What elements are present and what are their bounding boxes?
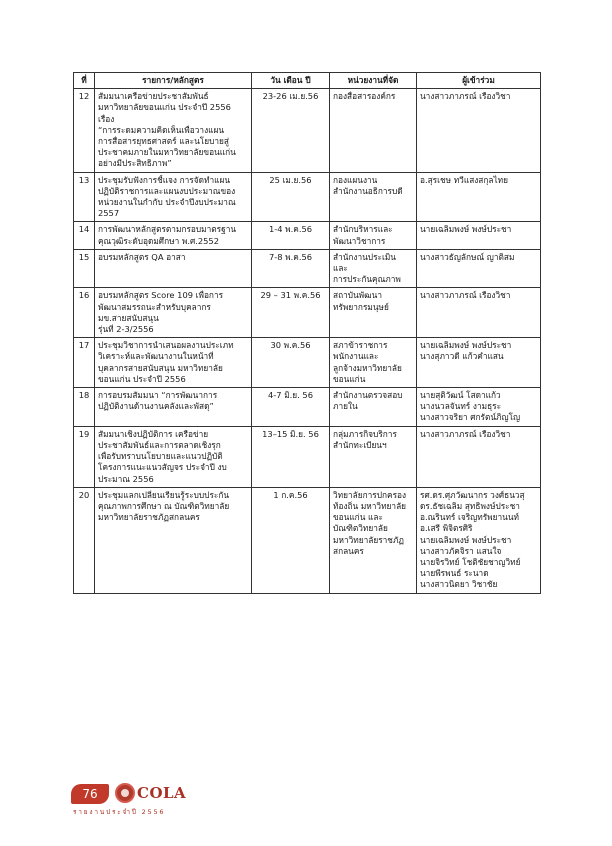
cola-logo: COLA — [137, 784, 187, 802]
course-line: ประชาคมภายในมหาวิทยาลัยขอนแก่น — [98, 147, 236, 158]
organizer-line: สำนักทะเบียนฯ — [333, 439, 387, 450]
course-cell — [95, 288, 252, 338]
row-number: 14 — [74, 222, 95, 249]
course-line: คุณวุฒิระดับอุดมศึกษา พ.ศ.2552 — [98, 235, 219, 246]
participant-name: นายจิรวิทย์ โชติชัยชาญวิทย์ — [420, 556, 521, 567]
table-body — [74, 89, 541, 593]
course-line: “การระดมความคิดเห็นเพื่อวางแผน — [98, 124, 224, 135]
course-line: ปฏิบัติงานด้านงานคลังและพัสดุ” — [98, 401, 214, 412]
header-date: วัน เดือน ปี — [252, 73, 330, 89]
organizer-line: ภายใน — [333, 401, 358, 412]
course-line: คุณภาพการศึกษา ณ บัณฑิตวิทยาลัย — [98, 500, 230, 511]
organizer-line: สำนักงานตรวจสอบ — [333, 390, 403, 401]
table-row — [74, 288, 541, 338]
participant-name: นายเฉลิมพงษ์ พงษ์ประชา — [420, 224, 512, 235]
organizer-line: บัณฑิตวิทยาลัย — [333, 523, 388, 534]
course-cell — [95, 388, 252, 427]
course-line: ปฏิบัติราชการและแผนงบประมาณของ — [98, 185, 236, 196]
course-cell — [95, 222, 252, 249]
organizer-line: ขอนแก่น และ — [333, 512, 383, 523]
date-cell: 1-4 พ.ค.56 — [252, 222, 330, 249]
organizer-line: ลูกจ้างมหาวิทยาลัย — [333, 362, 402, 373]
organizer-line: ขอนแก่น — [333, 373, 366, 384]
table-row — [74, 222, 541, 249]
organizer-line: สำนักงานอธิการบดี — [333, 185, 403, 196]
participants-cell — [417, 89, 541, 172]
course-line: บุคลากรสายสนับสนุน มหาวิทยาลัย — [98, 362, 223, 373]
participants-cell — [417, 222, 541, 249]
organizer-line: พัฒนาวิชาการ — [333, 235, 386, 246]
annual-report-label: รายงานประจำปี 2556 — [73, 808, 166, 816]
organizer-cell — [330, 89, 417, 172]
participant-name: นายเฉลิมพงษ์ พงษ์ประชา — [420, 340, 512, 351]
table-row — [74, 172, 541, 222]
row-number: 12 — [74, 89, 95, 172]
table-row — [74, 388, 541, 427]
row-number: 20 — [74, 487, 95, 593]
course-cell — [95, 426, 252, 487]
participant-name: อ.สุรเชษ ทวีแสงสกุลไทย — [420, 174, 508, 185]
organizer-line: วิทยาลัยการปกครอง — [333, 489, 407, 500]
course-line: การอบรมสัมมนา “การพัฒนาการ — [98, 390, 218, 401]
date-cell: 13–15 มิ.ย. 56 — [252, 426, 330, 487]
row-number: 15 — [74, 249, 95, 288]
course-line: การสื่อสารยุทธศาสตร์ และนโยบายสู่ — [98, 136, 229, 147]
participants-cell — [417, 426, 541, 487]
course-line: ประชาสัมพันธ์และการตลาดเชิงรุก — [98, 439, 221, 450]
course-line: 2557 — [98, 208, 120, 219]
course-line: อบรมหลักสูตร Score 109 เพื่อการ — [98, 290, 224, 301]
date-cell: 23-26 เม.ย.56 — [252, 89, 330, 172]
organizer-cell — [330, 222, 417, 249]
page-number: 76 — [71, 784, 109, 804]
course-line: มหาวิทยาลัยราชภัฏสกลนคร — [98, 512, 200, 523]
page-footer — [65, 780, 185, 820]
organizer-line: กองแผนงาน — [333, 174, 378, 185]
course-cell — [95, 89, 252, 172]
date-cell: 29 – 31 พ.ค.56 — [252, 288, 330, 338]
course-line: หน่วยงานในกำกับ ประจำปีงบประมาณ — [98, 197, 236, 208]
participant-name: อ.เสรี พิจิตรศิริ — [420, 523, 473, 534]
organizer-line: สกลนคร — [333, 545, 364, 556]
organizer-cell — [330, 288, 417, 338]
course-cell — [95, 172, 252, 222]
course-line: วิเคราะห์และพัฒนางานในหน้าที่ — [98, 351, 214, 362]
participant-name: นายสุติวัฒน์ โสดาแก้ว — [420, 390, 501, 401]
course-line: ประมาณ 2556 — [98, 473, 154, 484]
organizer-cell — [330, 388, 417, 427]
participant-name: นางสาวนิตยา วิชาชัย — [420, 579, 498, 590]
organizer-cell — [330, 172, 417, 222]
participants-cell — [417, 388, 541, 427]
participant-name: รศ.ดร.ศุภวัฒนากร วงศ์ธนวสุ — [420, 489, 525, 500]
organizer-line: สถาบันพัฒนา — [333, 290, 382, 301]
organizer-cell — [330, 426, 417, 487]
course-line: เรื่อง — [98, 113, 115, 124]
table-row — [74, 487, 541, 593]
header-no: ที่ — [74, 73, 95, 89]
course-line: อบรมหลักสูตร QA อาสา — [98, 251, 186, 262]
header-participants: ผู้เข้าร่วม — [417, 73, 541, 89]
course-cell — [95, 338, 252, 388]
date-cell: 30 พ.ค.56 — [252, 338, 330, 388]
participant-name: ดร.ธัชเฉลิม สุทธิพงษ์ประชา — [420, 500, 520, 511]
course-line: ขอนแก่น ประจำปี 2556 — [98, 373, 186, 384]
row-number: 18 — [74, 388, 95, 427]
course-line: โครงการแนะแนวสัญจร ประจำปี งบ — [98, 462, 227, 473]
course-line: มหาวิทยาลัยขอนแก่น ประจำปี 2556 — [98, 102, 231, 113]
organizer-line: พนักงานและ — [333, 351, 379, 362]
participant-name: นายพีรพนธ์ ระนาด — [420, 568, 489, 579]
university-seal-icon — [115, 783, 135, 803]
course-line: การพัฒนาหลักสูตรตามกรอบมาตรฐาน — [98, 224, 237, 235]
organizer-line: ทรัพยากรมนุษย์ — [333, 301, 389, 312]
participants-cell — [417, 338, 541, 388]
training-table — [73, 72, 541, 594]
header-org: หน่วยงานที่จัด — [330, 73, 417, 89]
participant-name: อ.ณรินทร์ เจริญทรัพยานนท์ — [420, 512, 519, 523]
participant-name: นายเฉลิมพงษ์ พงษ์ประชา — [420, 534, 512, 545]
participant-name: นางสาวจริยา ศกรัตน์ภิญโญ — [420, 412, 521, 423]
participant-name: นางสาวภาภรณ์ เรืองวิชา — [420, 428, 511, 439]
participants-cell — [417, 487, 541, 593]
participant-name: นางสาวภาภรณ์ เรืองวิชา — [420, 290, 511, 301]
organizer-line: สำนักบริหารและ — [333, 224, 393, 235]
date-cell: 7-8 พ.ค.56 — [252, 249, 330, 288]
organizer-line: ท้องถิ่น มหาวิทยาลัย — [333, 500, 407, 511]
participants-cell — [417, 249, 541, 288]
course-line: อย่างมีประสิทธิภาพ” — [98, 158, 172, 169]
organizer-line: กองสื่อสารองค์กร — [333, 91, 396, 102]
participants-cell — [417, 172, 541, 222]
course-line: สัมมนาเครือข่ายประชาสัมพันธ์ — [98, 91, 209, 102]
header-course: รายการ/หลักสูตร — [95, 73, 252, 89]
participants-cell — [417, 288, 541, 338]
row-number: 17 — [74, 338, 95, 388]
row-number: 16 — [74, 288, 95, 338]
organizer-line: การประกันคุณภาพ — [333, 274, 401, 285]
course-cell — [95, 249, 252, 288]
course-line: ประชุมวิชาการนำเสนอผลงานประเภท — [98, 340, 234, 351]
row-number: 13 — [74, 172, 95, 222]
participant-name: นางสาวภัคจิรา แสนใจ — [420, 545, 502, 556]
organizer-line: สำนักงานประเมิน — [333, 251, 396, 262]
organizer-line: และ — [333, 263, 348, 274]
participant-name: นางนวลจันทร์ งามธุระ — [420, 401, 502, 412]
participant-name: นางสุภาวดี แก้วคำแสน — [420, 351, 504, 362]
table-row — [74, 89, 541, 172]
row-number: 19 — [74, 426, 95, 487]
course-line: เพื่อรับทราบนโยบายและแนวปฏิบัติ — [98, 451, 223, 462]
table-row — [74, 249, 541, 288]
date-cell: 25 เม.ย.56 — [252, 172, 330, 222]
table-row — [74, 426, 541, 487]
participant-name: นางสาวธัญลักษณ์ ญาติสม — [420, 251, 515, 262]
date-cell: 4-7 มิ.ย. 56 — [252, 388, 330, 427]
course-line: พัฒนาสมรรถนะสำหรับบุคลากร — [98, 301, 211, 312]
date-cell: 1 ก.ค.56 — [252, 487, 330, 593]
course-line: ประชุมแลกเปลี่ยนเรียนรู้ระบบประกัน — [98, 489, 230, 500]
organizer-cell — [330, 338, 417, 388]
course-line: รุ่นที่ 2-3/2556 — [98, 324, 154, 335]
organizer-line: กลุ่มภารกิจบริการ — [333, 428, 397, 439]
course-cell — [95, 487, 252, 593]
course-line: สัมมนาเชิงปฏิบัติการ เครือข่าย — [98, 428, 209, 439]
organizer-line: มหาวิทยาลัยราชภัฏ — [333, 534, 404, 545]
table-row — [74, 338, 541, 388]
table-header-row — [74, 73, 541, 89]
organizer-cell — [330, 487, 417, 593]
course-line: ประชุมรับฟังการชี้แจง การจัดทำแผน — [98, 174, 230, 185]
organizer-cell — [330, 249, 417, 288]
participant-name: นางสาวภาภรณ์ เรืองวิชา — [420, 91, 511, 102]
course-line: มข.สายสนับสนุน — [98, 312, 159, 323]
organizer-line: สภาข้าราชการ — [333, 340, 388, 351]
